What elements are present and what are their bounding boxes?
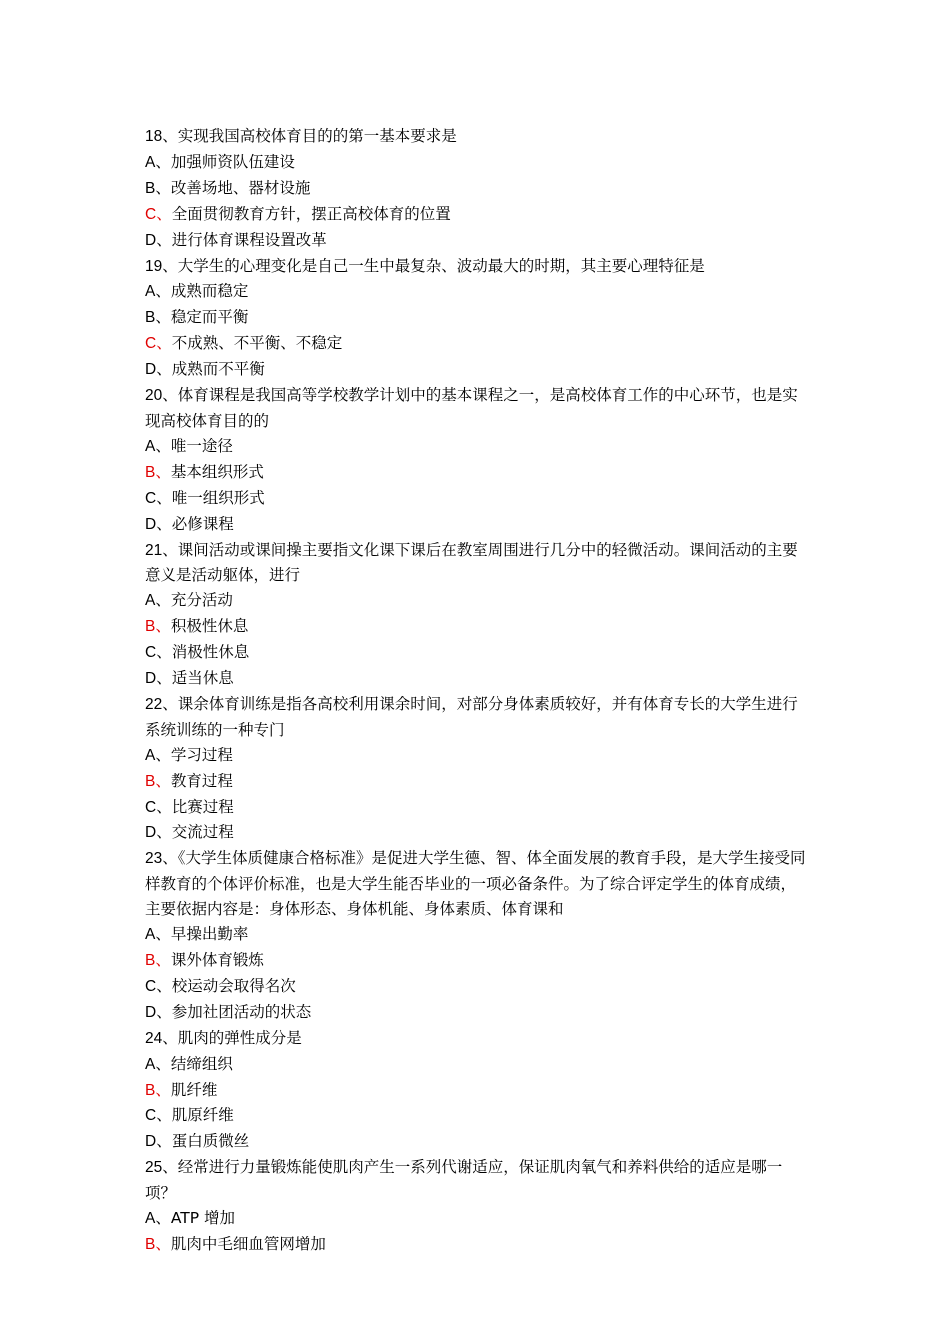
option-separator: 、 <box>155 309 171 327</box>
option-text: 蛋白质微丝 <box>171 1132 250 1151</box>
option-letter-text: D <box>145 361 157 379</box>
option-text: 不成熟、不平衡、不稳定 <box>171 334 343 353</box>
question-20 <box>145 383 810 434</box>
option-letter-text: D <box>145 231 157 249</box>
option-text: 唯一组织形式 <box>171 488 265 507</box>
question-text: 课余体育训练是指各高校利用课余时间，对部分身体素质较好，并有体育专长的大学生进行系统训练的一种专门 <box>145 694 798 739</box>
option-separator: 、 <box>155 437 171 455</box>
option-separator: 、 <box>156 231 172 249</box>
option-letter-text: A <box>145 1055 156 1073</box>
option-text: 比赛过程 <box>171 797 234 816</box>
option-23-a <box>145 922 810 948</box>
option-letter-text: A <box>145 283 156 301</box>
option-text: 课外体育锻炼 <box>170 951 264 969</box>
question-number: 20 <box>145 387 163 405</box>
option-21-c <box>145 640 810 666</box>
option-text: 学习过程 <box>170 745 233 764</box>
option-letter <box>145 670 172 687</box>
correct-answer-marker <box>145 1236 171 1253</box>
option-separator: 、 <box>155 283 171 301</box>
question-23 <box>145 846 810 922</box>
option-letter-text: B <box>145 772 156 790</box>
option-letter-text: C <box>145 798 157 816</box>
option-22-c <box>145 795 810 821</box>
correct-answer-marker <box>145 1082 171 1099</box>
option-20-d <box>145 512 810 538</box>
option-letter-text: B <box>145 463 156 481</box>
option-text: 加强师资队伍建设 <box>170 152 295 171</box>
option-text: 必修课程 <box>171 514 234 533</box>
option-letter <box>145 1004 172 1021</box>
option-letter-text: D <box>145 1003 157 1021</box>
option-24-c <box>145 1103 810 1129</box>
option-text: 校运动会取得名次 <box>171 976 296 995</box>
question-number: 19 <box>145 257 163 275</box>
option-letter <box>145 438 171 455</box>
option-text: 稳定而平衡 <box>170 308 249 327</box>
question-number: 21 <box>145 541 163 559</box>
option-letter <box>145 516 172 533</box>
option-text: 全面贯彻教育方针，摆正高校体育的位置 <box>171 204 451 223</box>
option-letter <box>145 926 171 943</box>
option-separator: 、 <box>156 798 172 816</box>
option-18-a <box>145 150 810 176</box>
option-separator: 、 <box>156 489 172 507</box>
option-letter-text: A <box>145 926 156 944</box>
option-letter-text: A <box>145 153 156 171</box>
question-separator: 、 <box>162 694 178 713</box>
correct-answer-marker <box>145 773 171 790</box>
option-text: 积极性休息 <box>170 617 249 636</box>
question-separator: 、 <box>162 386 178 405</box>
option-24-a <box>145 1052 810 1078</box>
option-text: 唯一途径 <box>170 436 233 455</box>
question-24 <box>145 1026 810 1052</box>
option-20-c <box>145 486 810 512</box>
question-text: 经常进行力量锻炼能使肌肉产生一系列代谢适应，保证肌肉氧气和养料供给的适应是哪一项？ <box>145 1158 783 1203</box>
option-letter-text: A <box>145 746 156 764</box>
question-separator: 、 <box>162 849 178 868</box>
option-separator: 、 <box>155 1081 171 1099</box>
option-letter-text: B <box>145 952 156 969</box>
option-25-b <box>145 1232 810 1258</box>
question-text: 体育课程是我国高等学校教学计划中的基本课程之一，是高校体育工作的中心环节，也是实现高校体育目的的 <box>145 386 798 430</box>
document-page <box>145 124 810 1258</box>
option-text: 充分活动 <box>170 591 233 610</box>
option-letter <box>145 361 172 378</box>
correct-answer-marker <box>145 952 171 969</box>
option-separator: 、 <box>156 1107 172 1125</box>
option-separator: 、 <box>155 463 171 481</box>
question-separator: 、 <box>162 256 178 275</box>
option-separator: 、 <box>155 179 171 197</box>
option-letter <box>145 232 172 249</box>
option-letter <box>145 799 172 816</box>
correct-answer-marker <box>145 335 172 352</box>
option-separator: 、 <box>156 824 172 842</box>
option-19-c <box>145 331 810 357</box>
option-text: 基本组织形式 <box>170 462 264 481</box>
question-number: 22 <box>145 695 163 713</box>
option-text: 肌纤维 <box>170 1080 218 1099</box>
question-22 <box>145 692 810 743</box>
question-separator: 、 <box>162 1028 178 1047</box>
option-letter <box>145 978 172 995</box>
question-18 <box>145 124 810 150</box>
option-text: ATP 增加 <box>170 1209 236 1228</box>
option-letter <box>145 490 172 507</box>
question-text: 课间活动或课间操主要指文化课下课后在教室周围进行几分中的轻微活动。课间活动的主要意义是活动躯体，进行 <box>145 540 798 585</box>
option-text: 参加社团活动的状态 <box>171 1002 312 1021</box>
option-18-b <box>145 176 810 202</box>
option-25-a <box>145 1206 810 1232</box>
option-letter <box>145 1056 171 1073</box>
question-separator: 、 <box>162 1158 178 1177</box>
option-letter <box>145 180 171 197</box>
option-separator: 、 <box>155 772 171 790</box>
option-20-b <box>145 460 810 486</box>
option-separator: 、 <box>155 746 171 764</box>
option-22-b <box>145 769 810 795</box>
question-text: 肌肉的弹性成分是 <box>177 1028 302 1047</box>
option-letter <box>145 644 172 661</box>
option-letter-text: D <box>145 824 157 842</box>
question-text: 实现我国高校体育目的的第一基本要求是 <box>177 127 457 145</box>
option-separator: 、 <box>156 361 172 379</box>
question-25 <box>145 1155 810 1206</box>
option-separator: 、 <box>155 592 171 610</box>
option-separator: 、 <box>156 977 172 995</box>
option-separator: 、 <box>156 1133 172 1151</box>
option-24-d <box>145 1129 810 1155</box>
option-letter-text: D <box>145 1133 157 1151</box>
correct-answer-marker <box>145 464 171 481</box>
option-letter-text: D <box>145 670 157 688</box>
option-letter-text: B <box>145 179 156 197</box>
option-letter <box>145 154 171 171</box>
option-text: 肌肉中毛细血管网增加 <box>170 1234 326 1253</box>
option-text: 成熟而稳定 <box>170 282 249 301</box>
option-separator: 、 <box>155 153 171 171</box>
option-letter-text: C <box>145 335 157 353</box>
option-20-a <box>145 434 810 460</box>
option-separator: 、 <box>155 1235 171 1253</box>
option-23-b <box>145 948 810 974</box>
option-letter-text: C <box>145 489 157 507</box>
question-number: 23 <box>145 850 163 868</box>
option-18-c <box>145 202 810 228</box>
question-number: 25 <box>145 1159 163 1177</box>
option-21-d <box>145 666 810 692</box>
option-text: 成熟而不平衡 <box>171 360 265 379</box>
option-separator: 、 <box>156 515 172 533</box>
option-text: 适当休息 <box>171 669 234 688</box>
question-19 <box>145 254 810 280</box>
option-letter-text: C <box>145 977 157 995</box>
option-letter-text: A <box>145 592 156 610</box>
option-letter <box>145 592 171 609</box>
option-text: 改善场地、器材设施 <box>170 178 311 197</box>
option-letter-text: B <box>145 309 156 327</box>
option-18-d <box>145 228 810 254</box>
option-21-a <box>145 588 810 614</box>
option-letter <box>145 747 171 764</box>
option-text: 交流过程 <box>171 823 234 842</box>
option-22-d <box>145 820 810 846</box>
option-letter-text: A <box>145 437 156 455</box>
option-letter <box>145 309 171 326</box>
option-separator: 、 <box>155 1055 171 1073</box>
option-letter <box>145 824 172 841</box>
question-number: 24 <box>145 1029 163 1047</box>
option-letter <box>145 283 171 300</box>
option-separator: 、 <box>156 670 172 688</box>
option-separator: 、 <box>156 644 172 662</box>
option-letter <box>145 1133 172 1150</box>
question-text: 大学生的心理变化是自己一生中最复杂、波动最大的时期，其主要心理特征是 <box>177 256 705 275</box>
option-text: 消极性休息 <box>171 643 250 662</box>
option-24-b <box>145 1078 810 1104</box>
option-letter-text: C <box>145 644 157 662</box>
option-text: 早操出勤率 <box>170 925 249 944</box>
option-separator: 、 <box>155 618 171 636</box>
option-22-a <box>145 743 810 769</box>
option-text: 结缔组织 <box>170 1054 233 1073</box>
option-separator: 、 <box>156 335 172 353</box>
question-number: 18 <box>145 128 163 145</box>
question-separator: 、 <box>162 540 178 559</box>
question-text: 《大学生体质健康合格标准》是促进大学生德、智、体全面发展的教育手段，是大学生接受同样教育的个体评价标准，也是大学生能否毕业的一项必备条件。为了综合评定学生的体育成绩，主要依据内容是：身体形态、身体机能、身体素质、体育课和 <box>145 849 806 919</box>
option-text: 进行体育课程设置改革 <box>171 230 327 249</box>
option-19-d <box>145 357 810 383</box>
correct-answer-marker <box>145 618 171 635</box>
option-letter <box>145 1210 171 1227</box>
option-text: 教育过程 <box>170 771 233 790</box>
option-21-b <box>145 614 810 640</box>
option-23-d <box>145 1000 810 1026</box>
option-separator: 、 <box>156 1003 172 1021</box>
option-letter-text: C <box>145 1107 157 1125</box>
option-23-c <box>145 974 810 1000</box>
correct-answer-marker <box>145 206 172 223</box>
option-letter-text: B <box>145 618 156 636</box>
option-letter-text: B <box>145 1081 156 1099</box>
option-19-b <box>145 305 810 331</box>
option-separator: 、 <box>155 952 171 969</box>
option-separator: 、 <box>156 205 172 223</box>
question-separator: 、 <box>162 127 178 145</box>
option-letter <box>145 1107 172 1124</box>
option-text: 肌原纤维 <box>171 1106 234 1125</box>
option-separator: 、 <box>155 926 171 944</box>
option-letter-text: C <box>145 205 157 223</box>
option-separator: 、 <box>155 1210 171 1228</box>
option-letter-text: D <box>145 515 157 533</box>
option-letter-text: B <box>145 1235 156 1253</box>
option-19-a <box>145 279 810 305</box>
question-21 <box>145 538 810 589</box>
option-letter-text: A <box>145 1210 156 1228</box>
